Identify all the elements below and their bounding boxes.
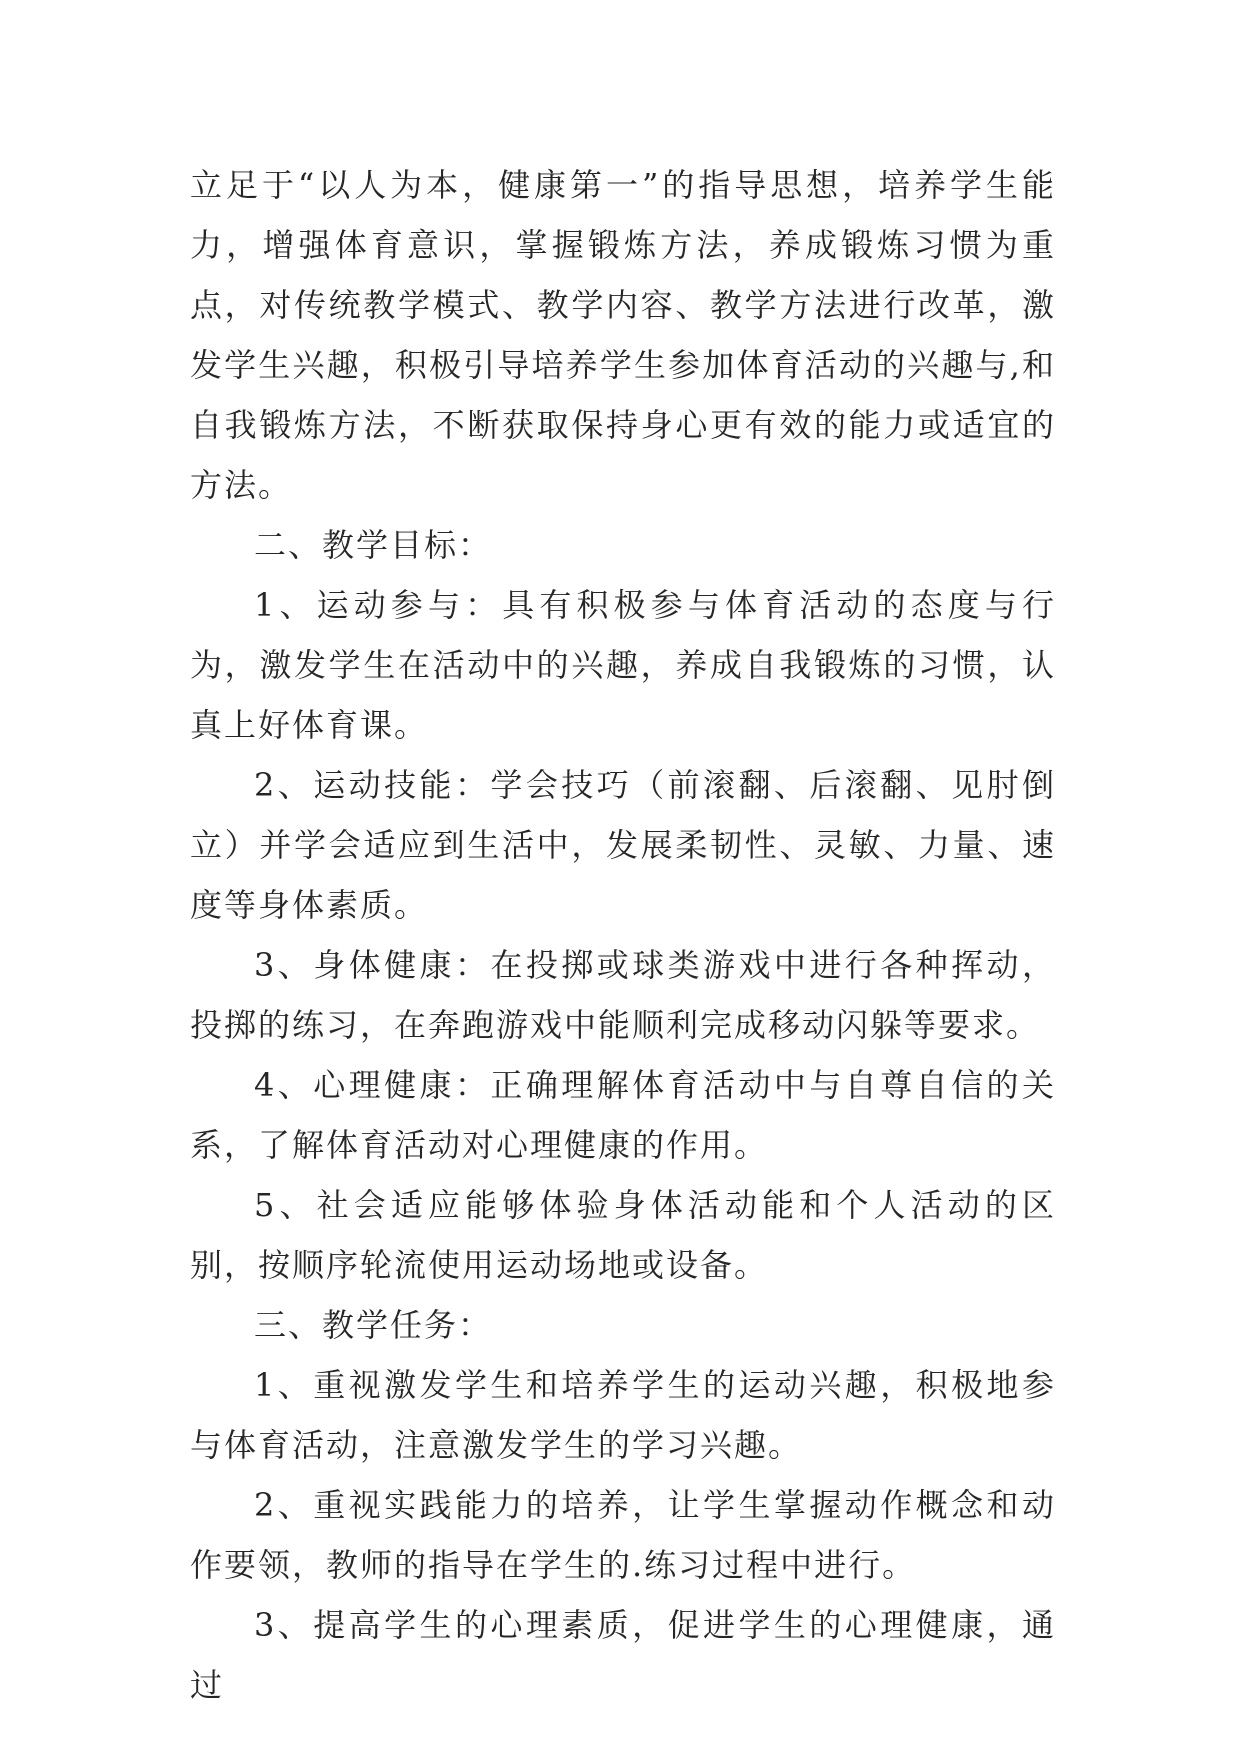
paragraph-goal-2: 2、运动技能：学会技巧（前滚翻、后滚翻、见肘倒立）并学会适应到生活中，发展柔韧性、灵敏、力量、速度等身体素质。 (190, 766, 1056, 924)
document-body (190, 155, 1056, 1715)
paragraph-goal-3: 3、身体健康：在投掷或球类游戏中进行各种挥动，投掷的练习，在奔跑游戏中能顺利完成移动闪躲等要求。 (190, 946, 1056, 1044)
paragraph-intro: 立足于“以人为本，健康第一”的指导思想，培养学生能力，增强体育意识，掌握锻炼方法，养成锻炼习惯为重点，对传统教学模式、教学内容、教学方法进行改革，激发学生兴趣，积极引导培养学生参加体育活动的兴趣与,和自我锻炼方法，不断获取保持身心更有效的能力或适宜的方法。 (190, 166, 1056, 504)
heading-teaching-tasks: 三、教学任务： (254, 1306, 493, 1344)
paragraph-task-2: 2、重视实践能力的培养，让学生掌握动作概念和动作要领，教师的指导在学生的.练习过程中进行。 (190, 1486, 1056, 1584)
paragraph-task-1: 1、重视激发学生和培养学生的运动兴趣，积极地参与体育活动，注意激发学生的学习兴趣。 (190, 1366, 1056, 1464)
paragraph-goal-1: 1、运动参与：具有积极参与体育活动的态度与行为，激发学生在活动中的兴趣，养成自我锻炼的习惯，认真上好体育课。 (190, 586, 1056, 744)
paragraph-goal-4: 4、心理健康：正确理解体育活动中与自尊自信的关系，了解体育活动对心理健康的作用。 (190, 1066, 1056, 1164)
heading-teaching-goals: 二、教学目标： (254, 526, 493, 564)
paragraph-task-3: 3、提高学生的心理素质，促进学生的心理健康，通过 (190, 1606, 1056, 1704)
paragraph-goal-5: 5、社会适应能够体验身体活动能和个人活动的区别，按顺序轮流使用运动场地或设备。 (190, 1186, 1056, 1284)
